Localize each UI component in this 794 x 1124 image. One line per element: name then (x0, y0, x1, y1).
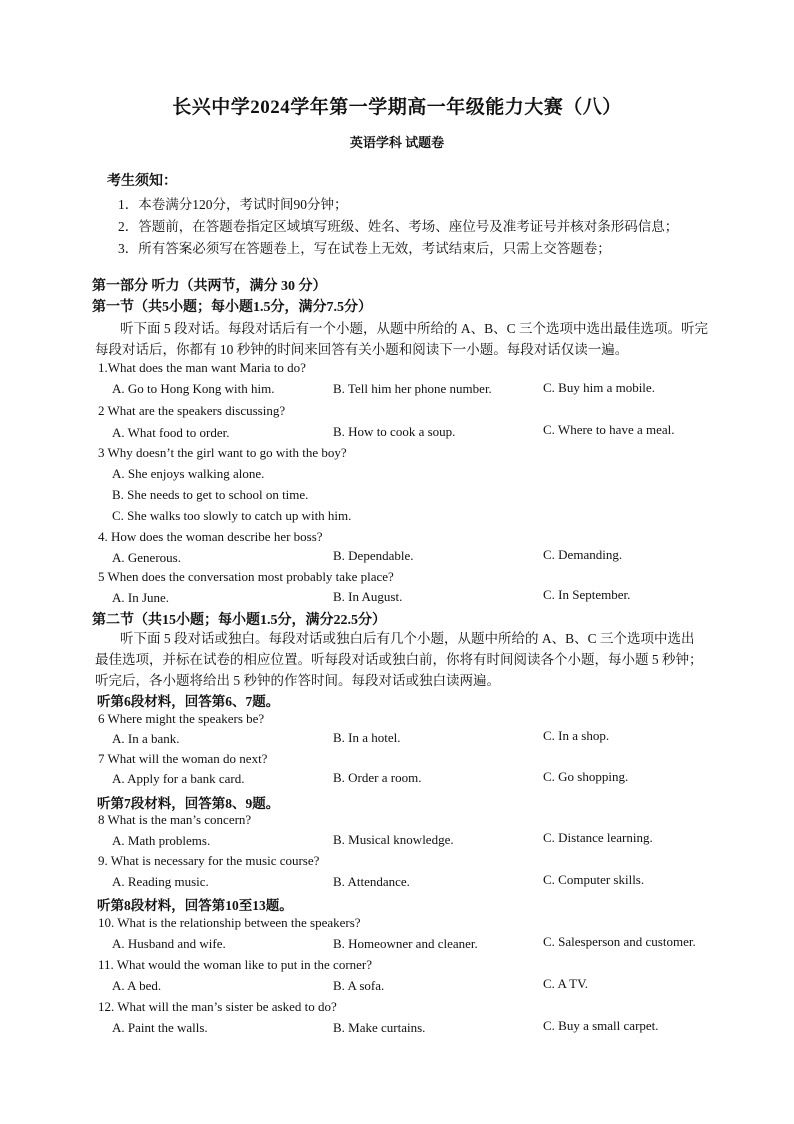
question-stem-4: 4. How does the woman describe her boss? (98, 529, 323, 544)
option-2c: C. Where to have a meal. (543, 422, 675, 437)
option-9b: B. Attendance. (333, 874, 410, 889)
notice-item-1: 1．本卷满分120分，考试时间90分钟； (118, 197, 348, 212)
option-5b: B. In August. (333, 589, 403, 604)
page-subtitle: 英语学科 试题卷 (349, 135, 445, 150)
question-stem-7: 7 What will the woman do next? (98, 751, 268, 766)
option-1a: A. Go to Hong Kong with him. (112, 381, 275, 396)
section1-instructions-line2: 每段对话后，你都有 10 秒钟的时间来回答有关小题和阅读下一小题。每段对话仅读一遍。 (95, 342, 629, 357)
section2-instructions-line2: 最佳选项，并标在试卷的相应位置。听每段对话或独白前，你将有时间阅读各个小题，每小题 5 秒钟； (95, 652, 703, 667)
group-heading-7: 听第7段材料，回答第8、9题。 (97, 796, 280, 811)
option-9a: A. Reading music. (112, 874, 209, 889)
option-8c: C. Distance learning. (543, 830, 653, 845)
notice-item-2: 2．答题前，在答题卷指定区域填写班级、姓名、考场、座位号及准考证号并核对条形码信息； (118, 219, 679, 234)
question-stem-9: 9. What is necessary for the music course? (98, 853, 320, 868)
option-4c: C. Demanding. (543, 547, 623, 562)
notice-item-3: 3．所有答案必须写在答题卷上，写在试卷上无效，考试结束后，只需上交答题卷； (118, 241, 611, 256)
group-heading-6: 听第6段材料，回答第6、7题。 (97, 694, 280, 709)
question-stem-5: 5 When does the conversation most probably take place? (98, 569, 394, 584)
question-stem-8: 8 What is the man’s concern? (98, 812, 252, 827)
option-2b: B. How to cook a soup. (333, 424, 456, 439)
section1-instructions-line1: 听下面 5 段对话。每段对话后有一个小题，从题中所给的 A、B、C 三个选项中选出最佳选项。听完 (120, 321, 709, 336)
option-4a: A. Generous. (112, 550, 181, 565)
option-12c: C. Buy a small carpet. (543, 1018, 659, 1033)
option-6a: A. In a bank. (112, 731, 180, 746)
option-11b: B. A sofa. (333, 978, 385, 993)
option-12b: B. Make curtains. (333, 1020, 426, 1035)
group-heading-8: 听第8段材料，回答第10至13题。 (97, 898, 293, 913)
question-stem-6: 6 Where might the speakers be? (98, 711, 265, 726)
option-6c: C. In a shop. (543, 728, 610, 743)
option-7b: B. Order a room. (333, 770, 422, 785)
question-stem-12: 12. What will the man’s sister be asked to do? (98, 999, 337, 1014)
option-3a: A. She enjoys walking alone. (112, 466, 265, 481)
option-1b: B. Tell him her phone number. (333, 381, 492, 396)
option-10c: C. Salesperson and customer. (543, 934, 696, 949)
page-title: 长兴中学2024学年第一学期高一年级能力大赛（八） (172, 97, 622, 118)
option-1c: C. Buy him a mobile. (543, 380, 655, 395)
option-10b: B. Homeowner and cleaner. (333, 936, 478, 951)
option-11c: C. A TV. (543, 976, 589, 991)
option-8a: A. Math problems. (112, 833, 211, 848)
section2-heading: 第二节（共15小题；每小题1.5分，满分22.5分） (92, 613, 386, 628)
question-stem-1: 1.What does the man want Maria to do? (98, 360, 306, 375)
option-8b: B. Musical knowledge. (333, 832, 454, 847)
option-5a: A. In June. (112, 590, 170, 605)
question-stem-10: 10. What is the relationship between the speakers? (98, 915, 361, 930)
option-11a: A. A bed. (112, 978, 162, 993)
section2-instructions-line1: 听下面 5 段对话或独白。每段对话或独白后有几个小题，从题中所给的 A、B、C 三个选项中选出 (120, 631, 695, 646)
option-9c: C. Computer skills. (543, 872, 645, 887)
option-4b: B. Dependable. (333, 548, 414, 563)
option-5c: C. In September. (543, 587, 631, 602)
section2-instructions-line3: 听完后，各小题将给出 5 秒钟的作答时间。每段对话或独白读两遍。 (95, 673, 500, 688)
question-stem-3: 3 Why doesn’t the girl want to go with the boy? (98, 445, 347, 460)
option-2a: A. What food to order. (112, 425, 230, 440)
notice-heading: 考生须知： (107, 174, 177, 189)
question-stem-2: 2 What are the speakers discussing? (98, 403, 286, 418)
section1-heading: 第一节（共5小题；每小题1.5分，满分7.5分） (92, 300, 372, 315)
option-3c: C. She walks too slowly to catch up with him. (112, 508, 352, 523)
option-12a: A. Paint the walls. (112, 1020, 208, 1035)
question-stem-11: 11. What would the woman like to put in the corner? (98, 957, 373, 972)
option-6b: B. In a hotel. (333, 730, 401, 745)
option-10a: A. Husband and wife. (112, 936, 226, 951)
part1-heading: 第一部分 听力（共两节，满分 30 分） (92, 279, 327, 294)
option-3b: B. She needs to get to school on time. (112, 487, 309, 502)
option-7a: A. Apply for a bank card. (112, 771, 245, 786)
option-7c: C. Go shopping. (543, 769, 629, 784)
